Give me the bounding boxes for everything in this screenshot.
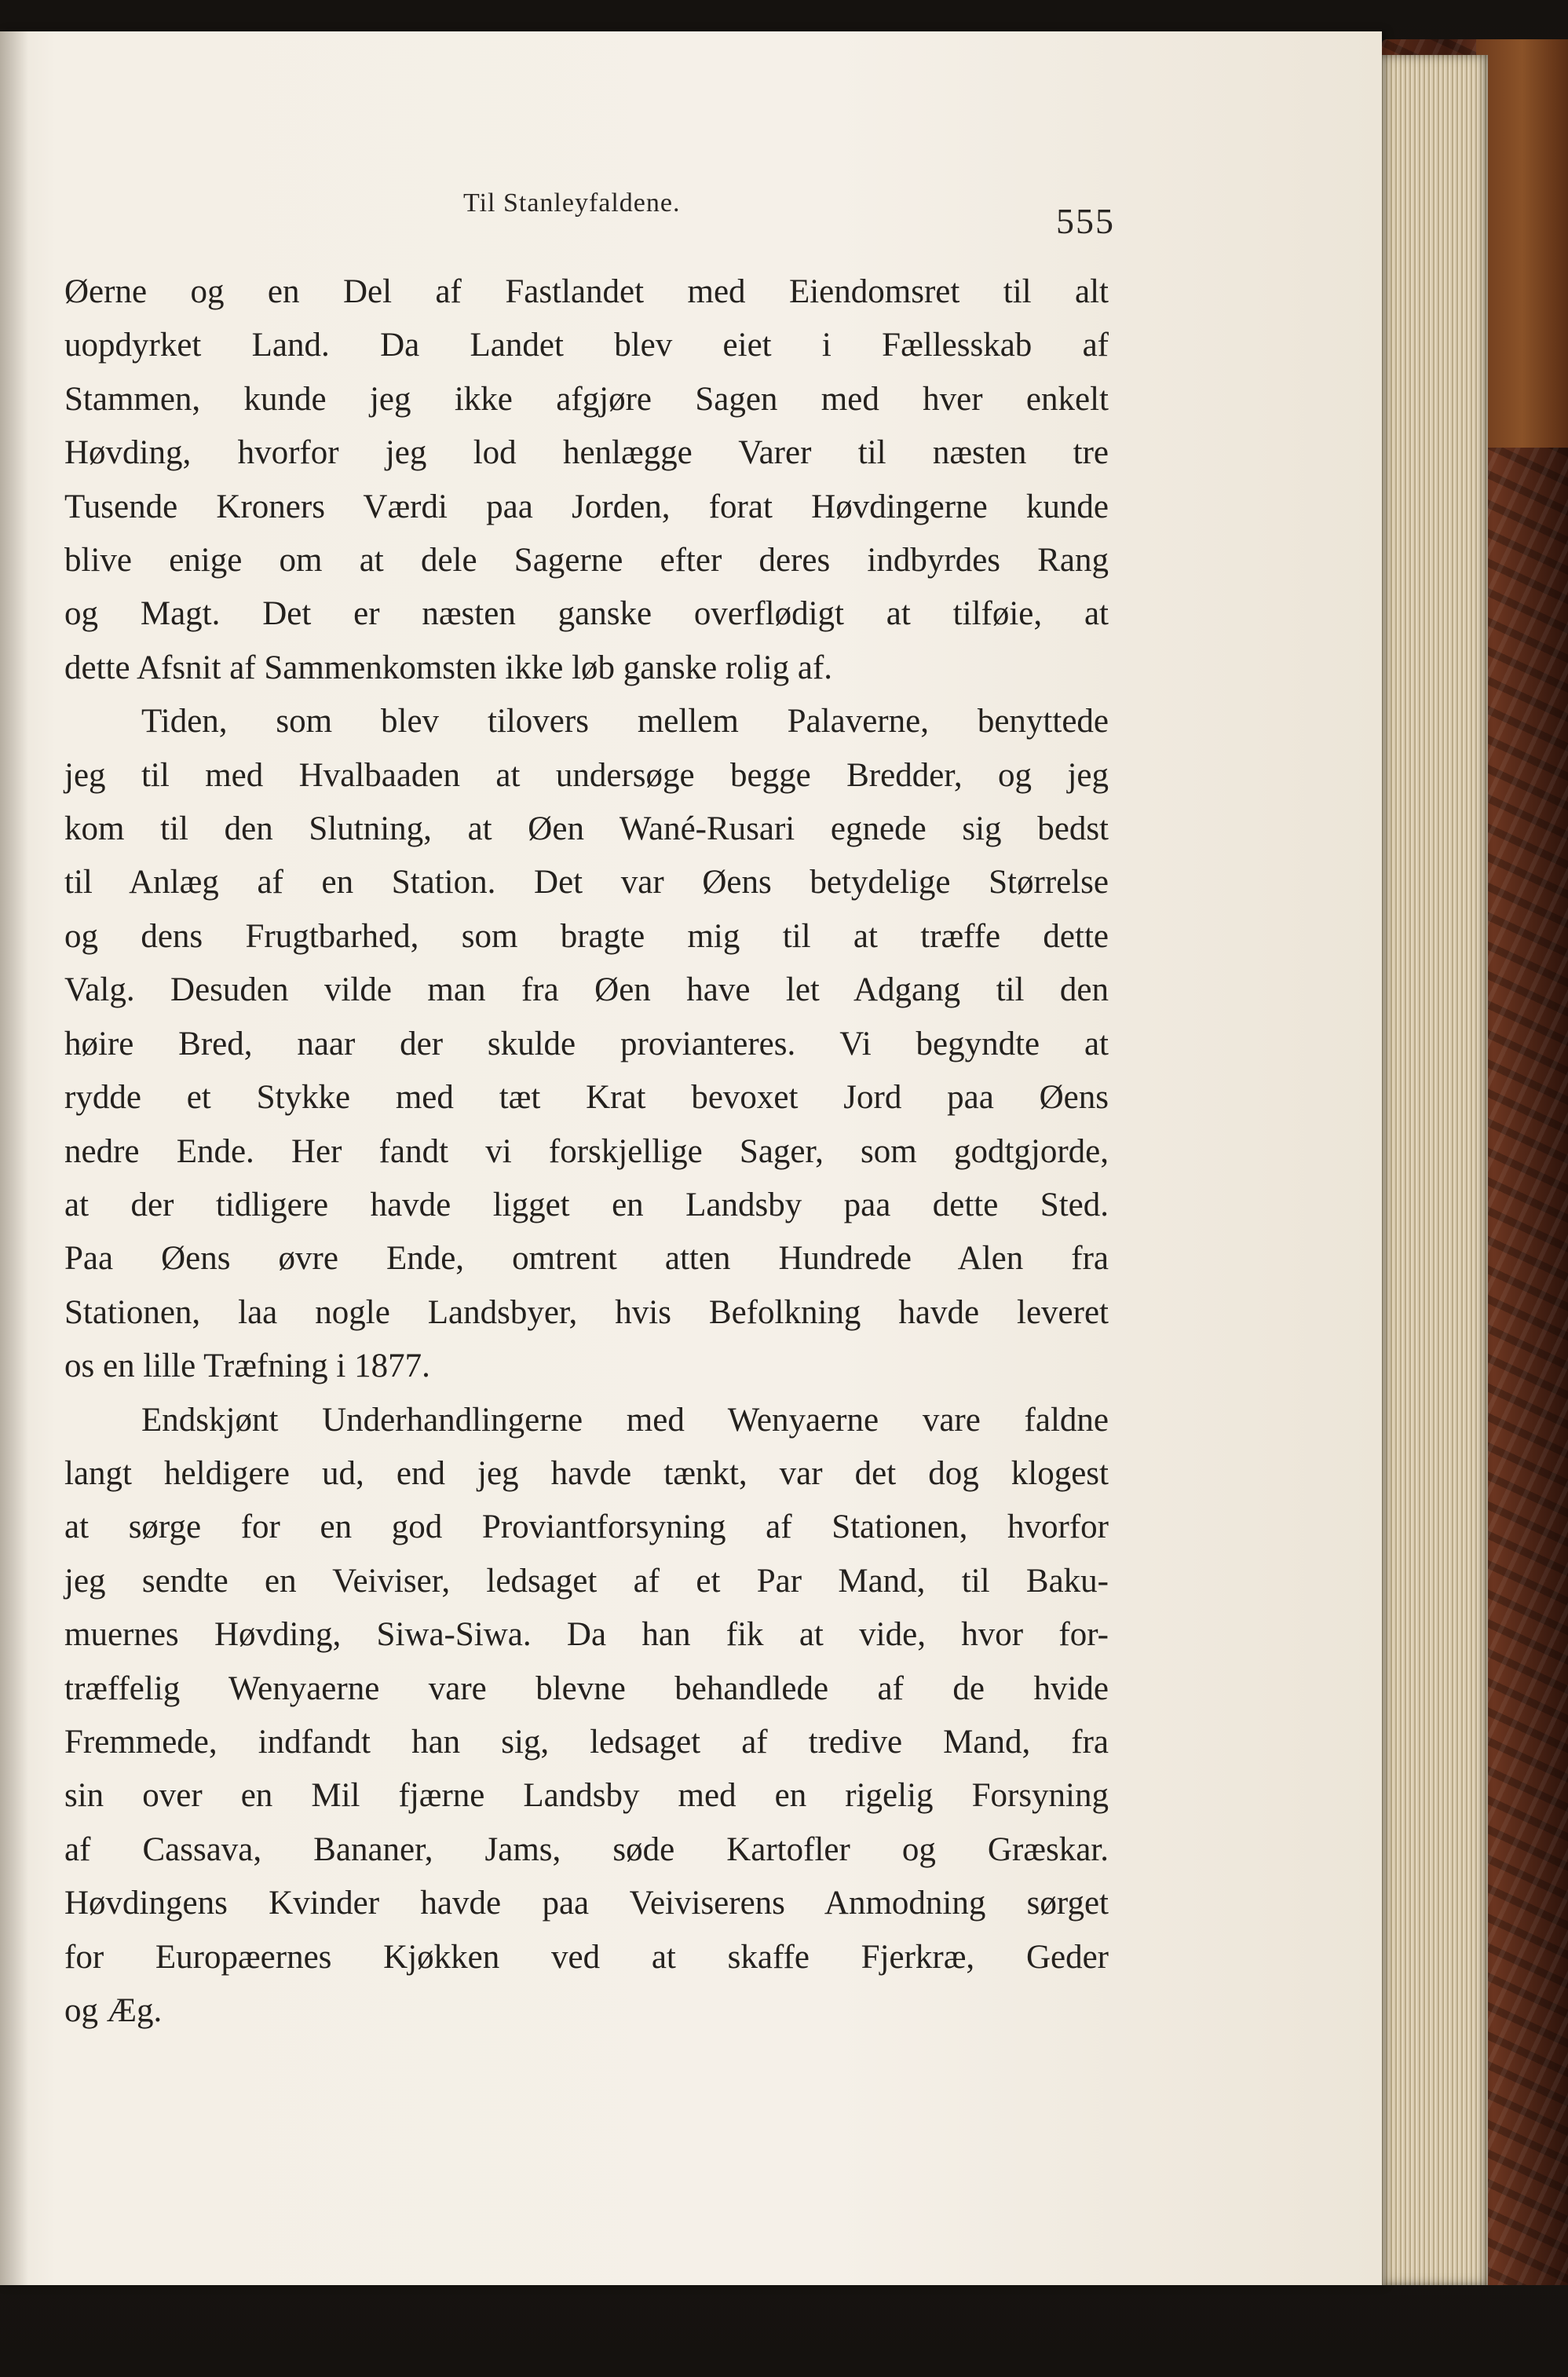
text-line: muernes Høvding, Siwa-Siwa. Da han fik at vide, hvor for- [64,1616,1109,1654]
paragraph-1 [64,265,1109,695]
text-line: Fremmede, indfandt han sig, ledsaget af tredive Mand, fra [64,1723,1109,1761]
paragraph-3 [64,1394,1109,2039]
text-line: langt heldigere ud, end jeg havde tænkt, var det dog klogest [64,1454,1109,1492]
text-line: Paa Øens øvre Ende, omtrent atten Hundrede Alen fra [64,1240,1109,1278]
text-line: blive enige om at dele Sagerne efter deres indbyrdes Rang [64,542,1109,580]
text-line: Tusende Kroners Værdi paa Jorden, forat Høvdingerne kunde [64,488,1109,525]
text-line: rydde et Stykke med tæt Krat bevoxet Jord paa Øens [64,1079,1109,1117]
text-line: og Magt. Det er næsten ganske overflødigt at tilføie, at [64,595,1109,633]
text-line: uopdyrket Land. Da Landet blev eiet i Fællesskab af [64,327,1109,364]
text-line: Høvding, hvorfor jeg lod henlægge Varer til næsten tre [64,434,1109,472]
text-line: Tiden, som blev tilovers mellem Palaverne, benyttede [141,703,1109,741]
running-head: Til Stanleyfaldene. [463,188,681,218]
text-line: til Anlæg af en Station. Det var Øens betydelige Størrelse [64,864,1109,901]
text-line: af Cassava, Bananer, Jams, søde Kartofler og Græskar. [64,1830,1109,1868]
page-edges [1370,55,1488,2285]
text-line: og dens Frugtbarhed, som bragte mig til at træffe dette [64,917,1109,955]
text-line: træffelig Wenyaerne vare blevne behandlede af de hvide [64,1669,1109,1707]
text-line: Valg. Desuden vilde man fra Øen have let Adgang til den [64,971,1109,1009]
text-line: jeg til med Hvalbaaden at undersøge begge Bredder, og jeg [64,756,1109,794]
body-text [64,265,1109,2038]
cover-leather-corner [1476,39,1568,448]
page-number: 555 [1056,201,1115,241]
text-line: Stammen, kunde jeg ikke afgjøre Sagen med hver enkelt [64,380,1109,418]
text-line: at der tidligere havde ligget en Landsby paa dette Sted. [64,1186,1109,1223]
text-line: Øerne og en Del af Fastlandet med Eiendomsret til alt [64,273,1109,310]
gutter-shadow [0,31,28,2285]
text-line: høire Bred, naar der skulde provianteres. Vi begyndte at [64,1025,1109,1062]
text-line: for Europæernes Kjøkken ved at skaffe Fjerkræ, Geder [64,1938,1109,1976]
text-line: Høvdingens Kvinder havde paa Veiviserens Anmodning sørget [64,1885,1109,1922]
text-line: og Æg. [64,1992,163,2029]
text-line: at sørge for en god Proviantforsyning af Stationen, hvorfor [64,1508,1109,1546]
text-line: sin over en Mil fjærne Landsby med en rigelig Forsyning [64,1777,1109,1815]
paragraph-2 [64,695,1109,1393]
text-line: Stationen, laa nogle Landsbyer, hvis Befolkning havde leveret [64,1293,1109,1331]
text-line: jeg sendte en Veiviser, ledsaget af et Par Mand, til Baku- [64,1562,1109,1600]
text-line: nedre Ende. Her fandt vi forskjellige Sager, som godtgjorde, [64,1132,1109,1170]
text-line: kom til den Slutning, at Øen Wané-Rusari egnede sig bedst [64,810,1109,848]
text-line: os en lille Træfning i 1877. [64,1348,430,1385]
text-line: dette Afsnit af Sammenkomsten ikke løb ganske rolig af. [64,649,833,686]
text-line: Endskjønt Underhandlingerne med Wenyaerne vare faldne [141,1401,1109,1439]
